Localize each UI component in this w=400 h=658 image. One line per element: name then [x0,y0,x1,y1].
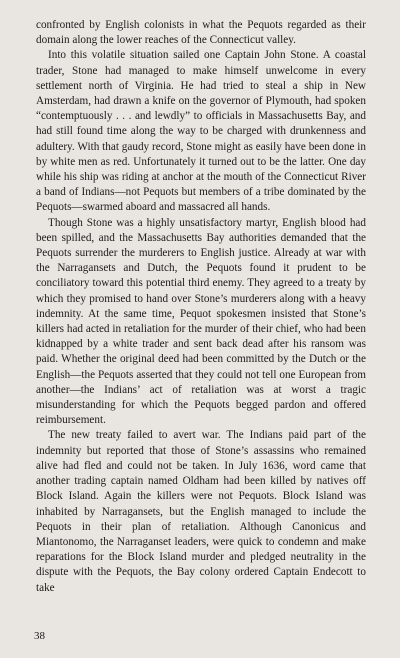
body-text [36,18,366,596]
paragraph-continued: confronted by English colonists in what the Pequots regarded as their domain along the lower reaches of the Connecticut valley. [36,19,366,47]
page-number: 38 [34,630,45,642]
paragraph: Into this volatile situation sailed one Captain John Stone. A coastal trader, Stone had managed to make himself unwelcome in every settlement north of Virginia. He had tried to steal a ship in New Amsterdam, had drawn a knife on the governor of Plymouth, had spoken “contemptuously . . . and lewdly” to officials in Massachusetts Bay, and had still found time along the way to be charged with drunkenness and adultery. With that gaudy record, Stone might as easily have been done in by white men as red. Unfortunately it turned out to be the latter. One day while his ship was riding at anchor at the mouth of the Connecticut River a band of Indians—not Pequots but members of a tribe dominated by the Pequots—swarmed aboard and massacred all hands. [36,49,366,214]
paragraph: The new treaty failed to avert war. The Indians paid part of the indemnity but reported that those of Stone’s assassins who remained alive had fled and could not be taken. In July 1636, word came that another trading captain named Oldham had been killed by natives off Block Island. Again the killers were not Pequots. Block Island was inhabited by Narragansets, but the English managed to include the Pequots in their plan of retaliation. Although Canonicus and Miantonomo, the Narraganset leaders, were quick to condemn and make reparations for the Block Island murder and pledged neutrality in the dispute with the Pequots, the Bay colony ordered Captain Endecott to take [36,429,366,594]
paragraph: Though Stone was a highly unsatisfactory martyr, English blood had been spilled, and the Massachusetts Bay authorities demanded that the Pequots surrender the murderers to English justice. Already at war with the Narragansets and Dutch, the Pequots found it prudent to be conciliatory toward this potential third enemy. They agreed to a treaty by which they promised to hand over Stone’s murderers along with a heavy indemnity. At the same time, Pequot spokesmen insisted that Stone’s killers had acted in retaliation for the murder of their chief, who had been kidnapped by a white trader and sent back dead after his ransom was paid. Whether the original deed had been committed by the Dutch or the English—the Pequots asserted that they could not tell one European from another—the Indians’ act of retaliation was at worst a tragic misunderstanding for which the Pequots begged pardon and offered reimbursement. [36,216,366,427]
